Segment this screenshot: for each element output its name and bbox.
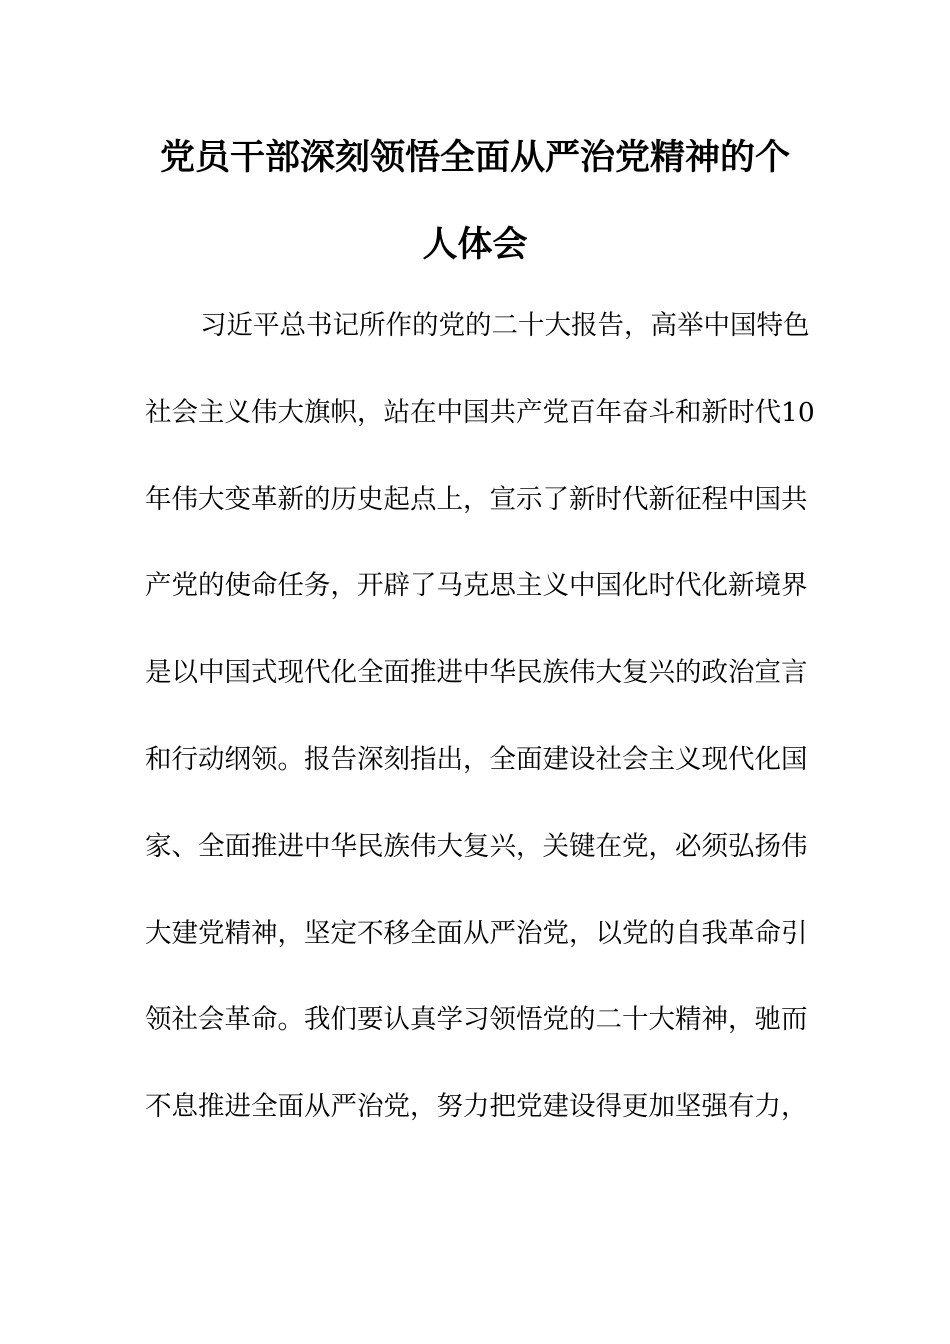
body-text-line-6: 和行动纲领。报告深刻指出，全面建设社会主义现代化国 bbox=[145, 744, 808, 775]
body-text-line-8: 大建党精神，坚定不移全面从严治党，以党的自我革命引 bbox=[145, 918, 808, 949]
body-text-line-2: 社会主义伟大旗帜，站在中国共产党百年奋斗和新时代10 bbox=[145, 397, 815, 428]
body-text-line-5: 是以中国式现代化全面推进中华民族伟大复兴的政治宣言 bbox=[145, 657, 808, 688]
body-text-line-3: 年伟大变革新的历史起点上，宣示了新时代新征程中国共 bbox=[145, 484, 808, 515]
body-text-line-9: 领社会革命。我们要认真学习领悟党的二十大精神，驰而 bbox=[145, 1004, 808, 1035]
body-text-line-7: 家、全面推进中华民族伟大复兴，关键在党，必须弘扬伟 bbox=[145, 831, 808, 862]
body-text-line-1: 习近平总书记所作的党的二十大报告，高举中国特色 bbox=[200, 310, 810, 341]
body-text-line-4: 产党的使命任务，开辟了马克思主义中国化时代化新境界 bbox=[145, 570, 808, 601]
document-title-line-2: 人体会 bbox=[422, 225, 528, 265]
body-text-line-10: 不息推进全面从严治党，努力把党建设得更加坚强有力， bbox=[145, 1091, 808, 1122]
document-title-line-1: 党员干部深刻领悟全面从严治党精神的个 bbox=[159, 138, 790, 178]
